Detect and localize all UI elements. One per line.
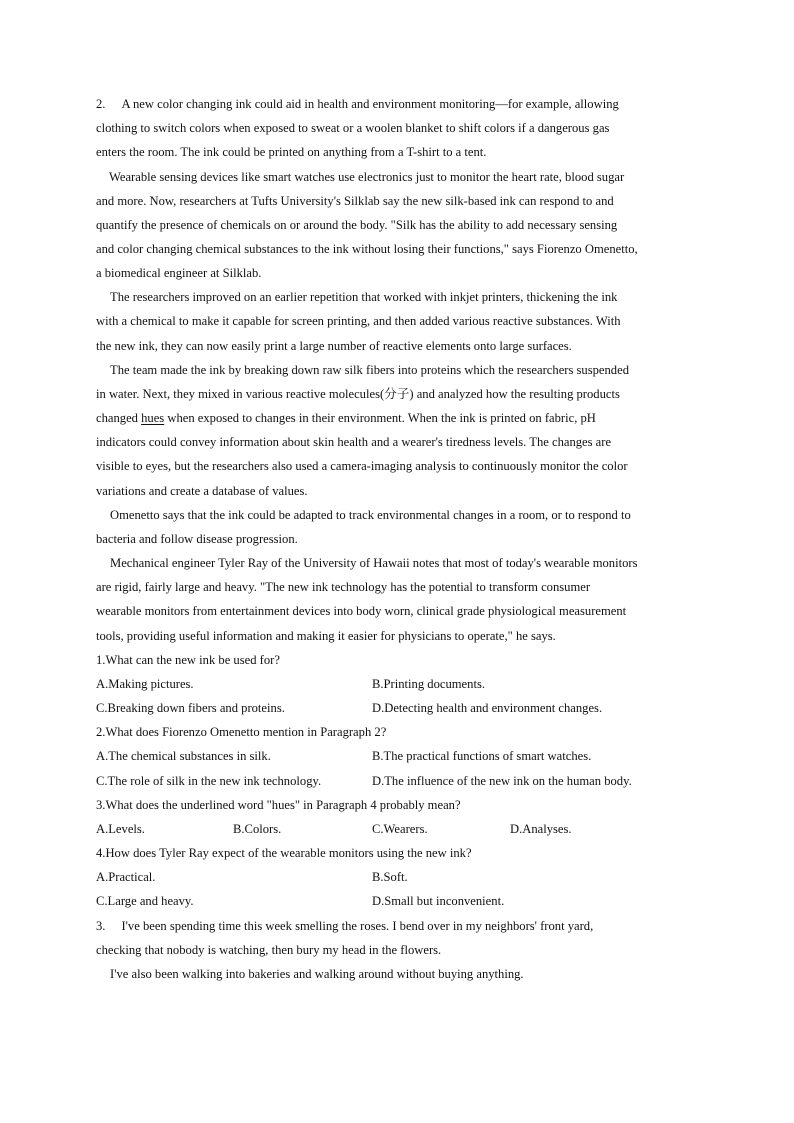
passage-2-number: 2. (96, 97, 106, 111)
passage-2-line-14: changed hues when exposed to changes in their environment. When the ink is printed on fabric, pH (96, 411, 596, 425)
passage-2-line-12: The team made the ink by breaking down raw silk fibers into proteins which the researchers suspended (110, 363, 629, 377)
passage-2-line-17: variations and create a database of values. (96, 484, 308, 498)
question-2-option-d[interactable]: D.The influence of the new ink on the human body. (372, 774, 632, 788)
question-2-stem: 2.What does Fiorenzo Omenetto mention in Paragraph 2? (96, 725, 387, 739)
passage-2-line-6: quantify the presence of chemicals on or around the body. "Silk has the ability to add necessary sensing (96, 218, 618, 232)
question-3-option-d[interactable]: D.Analyses. (510, 822, 572, 836)
passage-2-line-21: are rigid, fairly large and heavy. "The new ink technology has the potential to transform consumer (96, 580, 591, 594)
passage-2-line-13: in water. Next, they mixed in various reactive molecules(分子) and analyzed how the resulting products (96, 387, 620, 401)
question-2-option-a[interactable]: A.The chemical substances in silk. (96, 749, 271, 763)
passage-2-line-1: 2. A new color changing ink could aid in health and environment monitoring—for example, allowing (96, 97, 619, 111)
question-3-option-b[interactable]: B.Colors. (233, 822, 282, 836)
question-4-option-d[interactable]: D.Small but inconvenient. (372, 894, 505, 908)
passage-3-number: 3. (96, 919, 106, 933)
passage-2-line-20: Mechanical engineer Tyler Ray of the University of Hawaii notes that most of today's wearable monitors (110, 556, 638, 570)
passage-2-line-8: a biomedical engineer at Silklab. (96, 266, 262, 280)
question-3-option-a[interactable]: A.Levels. (96, 822, 145, 836)
question-1-option-d[interactable]: D.Detecting health and environment changes. (372, 701, 603, 715)
question-1-option-c[interactable]: C.Breaking down fibers and proteins. (96, 701, 285, 715)
question-4-stem: 4.How does Tyler Ray expect of the wearable monitors using the new ink? (96, 846, 472, 860)
passage-2-line-22: wearable monitors from entertainment devices into body worn, clinical grade physiological measurement (96, 604, 627, 618)
question-2-option-b[interactable]: B.The practical functions of smart watches. (372, 749, 592, 763)
passage-2-line-19: bacteria and follow disease progression. (96, 532, 298, 546)
question-3-option-c[interactable]: C.Wearers. (372, 822, 428, 836)
question-3-stem: 3.What does the underlined word "hues" in Paragraph 4 probably mean? (96, 798, 461, 812)
question-4-option-b[interactable]: B.Soft. (372, 870, 408, 884)
passage-3-line-1: 3. I've been spending time this week smelling the roses. I bend over in my neighbors' front yard, (96, 919, 594, 933)
passage-2-line-11: the new ink, they can now easily print a large number of reactive elements onto large surfaces. (96, 339, 572, 353)
passage-3-line-3: I've also been walking into bakeries and walking around without buying anything. (110, 967, 524, 981)
passage-2-line-9: The researchers improved on an earlier repetition that worked with inkjet printers, thickening the ink (110, 290, 618, 304)
underlined-word-hues: hues (141, 411, 165, 425)
passage-2-line-5: and more. Now, researchers at Tufts University's Silklab say the new silk-based ink can respond to and (96, 194, 614, 208)
passage-2-line-15: indicators could convey information about skin health and a wearer's tiredness levels. The changes are (96, 435, 612, 449)
question-2-option-c[interactable]: C.The role of silk in the new ink technology. (96, 774, 322, 788)
passage-2-line-10: with a chemical to make it capable for screen printing, and then added various reactive substances. With (96, 314, 621, 328)
question-1-option-a[interactable]: A.Making pictures. (96, 677, 194, 691)
question-1-stem: 1.What can the new ink be used for? (96, 653, 280, 667)
passage-2-line-18: Omenetto says that the ink could be adapted to track environmental changes in a room, or to respond to (110, 508, 631, 522)
passage-2-line-23: tools, providing useful information and making it easier for physicians to operate," he says. (96, 629, 556, 643)
passage-2-line-4: Wearable sensing devices like smart watches use electronics just to monitor the heart rate, blood sugar (109, 170, 625, 184)
passage-2-line-3: enters the room. The ink could be printed on anything from a T-shirt to a tent. (96, 145, 487, 159)
passage-2-line-7: and color changing chemical substances to the ink without losing their functions," says Fiorenzo Omenetto, (96, 242, 638, 256)
question-4-option-c[interactable]: C.Large and heavy. (96, 894, 194, 908)
question-1-option-b[interactable]: B.Printing documents. (372, 677, 485, 691)
passage-2-line-16: visible to eyes, but the researchers also used a camera-imaging analysis to continuously monitor the color (96, 459, 628, 473)
passage-2-line-2: clothing to switch colors when exposed to sweat or a woolen blanket to shift colors if a dangerous gas (96, 121, 610, 135)
question-4-option-a[interactable]: A.Practical. (96, 870, 156, 884)
passage-3-line-2: checking that nobody is watching, then bury my head in the flowers. (96, 943, 442, 957)
